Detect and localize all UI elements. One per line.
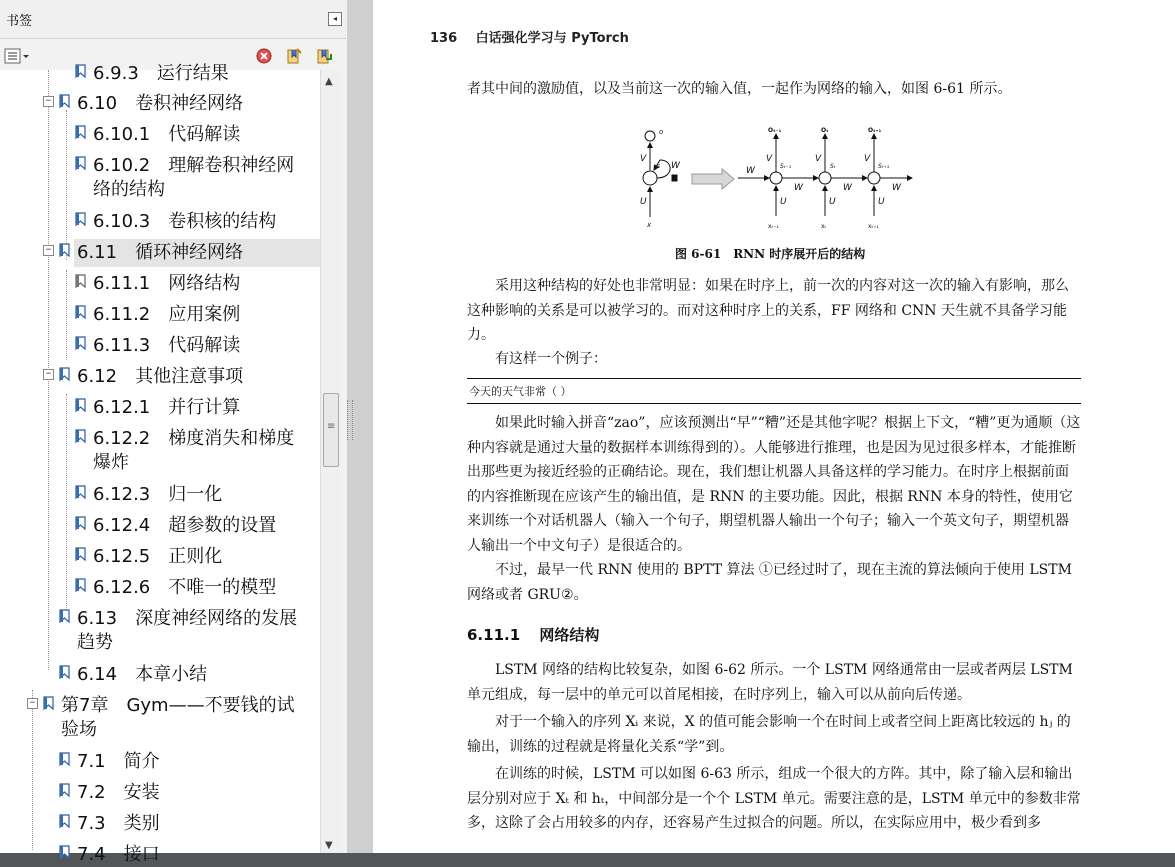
fig-label: xₜ₊₁ bbox=[868, 223, 879, 230]
bookmark-icon bbox=[75, 516, 86, 530]
bookmark-icon bbox=[75, 125, 86, 139]
fig-label: Sₜ₋₁ bbox=[780, 163, 792, 170]
tree-guide-line bbox=[32, 690, 33, 850]
document-page bbox=[373, 0, 1175, 853]
collapse-toggle-icon[interactable]: − bbox=[27, 698, 38, 709]
fig-label: W bbox=[794, 183, 803, 193]
fig-label: U bbox=[829, 197, 836, 207]
page-number: 136 bbox=[430, 31, 458, 46]
paragraph: 者其中间的激励值，以及当前这一次的输入值，一起作为网络的输入，如图 6-61 所示。 bbox=[467, 81, 1012, 97]
fig-label: Oₜ bbox=[821, 127, 829, 134]
bookmark-icon bbox=[75, 429, 86, 443]
collapse-toggle-icon[interactable]: − bbox=[43, 245, 54, 256]
bookmark-icon bbox=[75, 156, 86, 170]
fig-label: xₜ bbox=[821, 223, 827, 230]
fig-label: V bbox=[815, 154, 822, 164]
paragraph: 如果此时输入拼音“zao”，应该预测出“早”“糟”还是其他字呢？根据上下文，“糟”更为通顺（这种内容就是通过大量的数据样本训练得到的）。人能够进行推理，也是因为见过很多样本，才能推断出那些更为接近经验的正确结论。现在，我们想让机器人具备这样的学习能力。在时序上根据前面的内容推断现在应该产生的输出值，是 RNN 的主要功能。因此，根据 RNN 本身的特性，使用它来训练一个对话机器人（输入一个句子，期望机器人输出一个句子；输入一个英文句子，期望机器人输出一个中文句子）是很适合的。 bbox=[467, 415, 1081, 554]
fig-label: o bbox=[659, 128, 664, 136]
example-text: 今天的天气非常（ ） bbox=[469, 385, 572, 398]
panel-title: 书签 bbox=[6, 14, 33, 29]
fig-label: Sₜ bbox=[830, 163, 836, 170]
panel-splitter[interactable] bbox=[347, 0, 373, 853]
bookmark-icon bbox=[43, 696, 54, 710]
bookmark-icon bbox=[59, 243, 70, 257]
scroll-grip-icon: ≡ bbox=[327, 421, 336, 432]
fig-label: x bbox=[647, 221, 652, 229]
splitter-grip bbox=[347, 400, 353, 440]
bookmark-scrollbar[interactable] bbox=[320, 70, 341, 853]
folded-rnn-node bbox=[643, 131, 677, 217]
scroll-thumb[interactable] bbox=[323, 393, 339, 467]
bookmark-icon bbox=[75, 336, 86, 350]
unrolled-rnn bbox=[738, 134, 912, 216]
section-heading bbox=[467, 624, 599, 645]
expand-bookmark-icon[interactable] bbox=[316, 48, 332, 64]
bookmark-tree: 6.9.3 运行结果 − 6.10 卷积神经网络 6.10.1 代码解读 6.10.2 理解卷积神经网络的结构 6.10.3 卷积核的结构 − 6.11 循环神经网络 6.11.1 网络结构 6.11.2 应用案例 6.11.3 代码解读 − 6.12 其他注意事项 6.12.1 并行计算 6.12.2 梯度消失和梯度爆炸 6.12.3 归一化 6.12.4 超参数的设置 6.12.5 正则化 6.12.6 不唯一的模型 6.13 深度神经网络的发展趋势 6.14 本章小结 − 第7章 Gym——不要钱的试验场 7.1 简介 7.2 安装 7.3 类别 7.4 接口 bbox=[0, 70, 320, 853]
fig-label: Oₜ₋₁ bbox=[768, 127, 782, 134]
fig-label: V bbox=[864, 154, 871, 164]
rnn-unrolled-diagram bbox=[630, 122, 920, 234]
bookmark-icon bbox=[59, 609, 70, 623]
bookmark-icon bbox=[75, 578, 86, 592]
bookmark-icon bbox=[75, 547, 86, 561]
paragraph: 有这样一个例子： bbox=[495, 351, 607, 367]
paragraph: 在训练的时候，LSTM 可以如图 6-63 所示，组成一个很大的方阵。其中，除了输入层和输出层分别对应于 Xₜ 和 hₜ，中间部分是一个个 LSTM 单元。需要注意的是，LSTM 单元中的参数非常多，这除了会占用较多的内存，还容易产生过拟合的问题。所以，在实际应用中，极少看到多 bbox=[467, 766, 1081, 831]
bookmark-icon bbox=[75, 212, 86, 226]
paragraph: LSTM 网络的结构比较复杂，如图 6-62 所示。一个 LSTM 网络通常由一层或者两层 LSTM 单元组成，每一层中的单元可以首尾相接，在时序列上，输入可以从前向后传递。 bbox=[467, 662, 1073, 703]
fig-label: xₜ₋₁ bbox=[768, 223, 779, 230]
fig-label: s bbox=[657, 163, 661, 170]
bookmark-icon bbox=[59, 783, 70, 797]
section-number: 6.11.1 bbox=[467, 626, 521, 644]
collapse-toggle-icon[interactable]: − bbox=[43, 96, 54, 107]
bookmark-icon bbox=[75, 398, 86, 412]
fig-label: Sₜ₊₁ bbox=[878, 163, 890, 170]
bookmark-icon bbox=[59, 814, 70, 828]
fig-label: U bbox=[640, 197, 647, 207]
tree-guide-line bbox=[66, 270, 67, 360]
collapse-toggle-icon[interactable]: − bbox=[43, 369, 54, 380]
fig-label: U bbox=[878, 197, 885, 207]
bookmark-icon bbox=[75, 305, 86, 319]
tree-guide-line bbox=[66, 110, 67, 260]
fig-label: W bbox=[671, 161, 680, 171]
fig-label: W bbox=[746, 166, 755, 176]
fig-label: V bbox=[766, 154, 773, 164]
bookmark-icon bbox=[59, 752, 70, 766]
bookmark-icon bbox=[59, 665, 70, 679]
panel-header bbox=[0, 0, 346, 39]
book-title: 白话强化学习与 PyTorch bbox=[475, 31, 629, 46]
fig-label: V bbox=[640, 154, 647, 164]
unroll-arrow bbox=[692, 169, 734, 189]
scroll-up-arrow-icon[interactable]: ▲ bbox=[325, 76, 333, 87]
options-menu-icon[interactable] bbox=[4, 48, 30, 64]
fig-label: Oₜ₊₁ bbox=[868, 127, 882, 134]
bookmark-icon bbox=[59, 94, 70, 108]
running-header bbox=[430, 27, 629, 46]
collapse-panel-icon[interactable]: ◂ bbox=[328, 12, 342, 26]
bookmarks-panel bbox=[0, 0, 348, 865]
bookmark-icon bbox=[75, 485, 86, 499]
scroll-down-arrow-icon[interactable]: ▼ bbox=[325, 840, 333, 851]
bookmark-icon bbox=[59, 367, 70, 381]
fig-label: W bbox=[843, 183, 852, 193]
example-box bbox=[467, 378, 1081, 404]
fig-label: U bbox=[780, 197, 787, 207]
paragraph: 不过，最早一代 RNN 使用的 BPTT 算法 ①已经过时了，现在主流的算法倾向于使用 LSTM 网络或者 GRU②。 bbox=[467, 562, 1072, 603]
section-title: 网络结构 bbox=[539, 626, 600, 644]
bookmark-icon bbox=[59, 845, 70, 859]
bookmark-gray-icon bbox=[75, 274, 86, 288]
figure-caption: 图 6-61 RNN 时序展开后的结构 bbox=[675, 247, 866, 261]
tree-guide-line bbox=[66, 394, 67, 614]
paragraph: 采用这种结构的好处也非常明显：如果在时序上，前一次的内容对这一次的输入有影响，那么这种影响的关系是可以被学习的。而对这种时序上的关系，FF 网络和 CNN 天生就不具备学习能力。 bbox=[467, 278, 1069, 343]
bookmark-icon bbox=[75, 64, 86, 78]
fig-label: W bbox=[892, 183, 901, 193]
paragraph: 对于一个输入的序列 Xᵢ 来说，X 的值可能会影响一个在时间上或者空间上距离比较远的 hⱼ 的输出，训练的过程就是将量化关系“学”到。 bbox=[467, 714, 1071, 755]
